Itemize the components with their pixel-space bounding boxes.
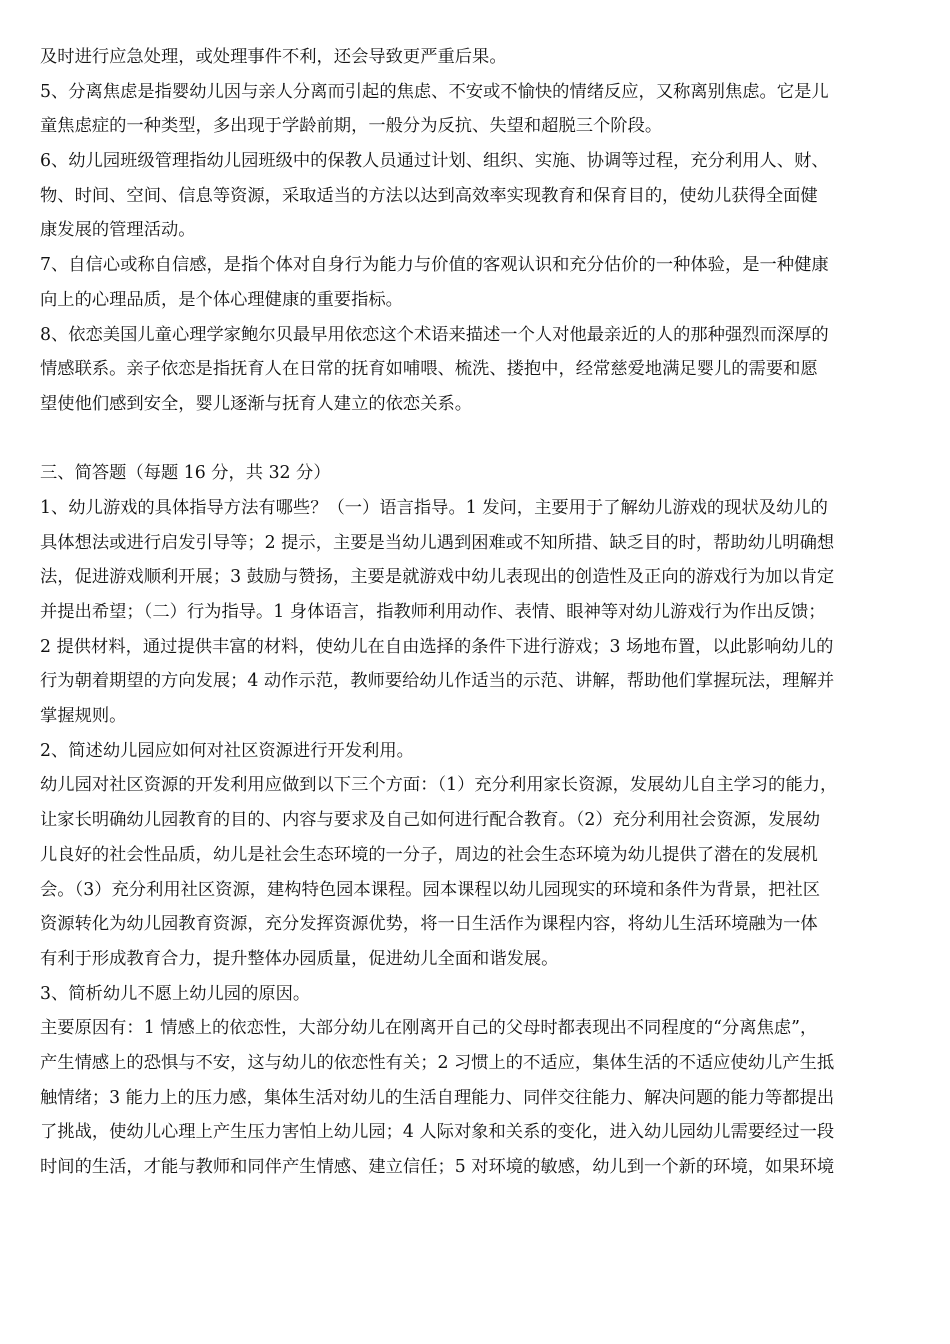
text-line: 8、依恋美国儿童心理学家鲍尔贝最早用依恋这个术语来描述一个人对他最亲近的人的那种强烈而深厚的 — [40, 324, 829, 345]
text-line: 童焦虑症的一种类型，多出现于学龄前期，一般分为反抗、失望和超脱三个阶段。 — [40, 116, 663, 137]
text-line: 让家长明确幼儿园教育的目的、内容与要求及自己如何进行配合教育。（2）充分利用社会资源，发展幼 — [40, 810, 821, 831]
text-line: 主要原因有：1 情感上的依恋性，大部分幼儿在刚离开自己的父母时都表现出不同程度的“分离焦虑”， — [40, 1018, 818, 1039]
text-line: 7、自信心或称自信感，是指个体对自身行为能力与价值的客观认识和充分估价的一种体验，是一种健康 — [40, 255, 829, 276]
section-heading: 三、简答题（每题 16 分，共 32 分） — [40, 463, 331, 484]
text-line: 物、时间、空间、信息等资源，采取适当的方法以达到高效率实现教育和保育目的，使幼儿获得全面健 — [40, 185, 818, 206]
text-line: 康发展的管理活动。 — [40, 220, 196, 241]
text-line: 触情绪；3 能力上的压力感，集体生活对幼儿的生活自理能力、同伴交往能力、解决问题的能力等都提出 — [40, 1087, 835, 1108]
document-page — [40, 40, 920, 1185]
text-line: 具体想法或进行启发引导等；2 提示，主要是当幼儿遇到困难或不知所措、缺乏目的时，帮助幼儿明确想 — [40, 532, 835, 553]
blank-line — [40, 422, 920, 457]
text-line: 情感联系。亲子依恋是指抚育人在日常的抚育如哺喂、梳洗、搂抱中，经常慈爱地满足婴儿的需要和愿 — [40, 359, 818, 380]
question-title: 2、简述幼儿园应如何对社区资源进行开发利用。 — [40, 740, 414, 761]
text-line: 望使他们感到安全，婴儿逐渐与抚育人建立的依恋关系。 — [40, 393, 473, 414]
text-line: 资源转化为幼儿园教育资源，充分发挥资源优势，将一日生活作为课程内容，将幼儿生活环境融为一体 — [40, 914, 818, 935]
text-line: 幼儿园对社区资源的开发利用应做到以下三个方面：（1）充分利用家长资源，发展幼儿自主学习的能力， — [40, 775, 838, 796]
text-line: 法，促进游戏顺利开展；3 鼓励与赞扬，主要是就游戏中幼儿表现出的创造性及正向的游戏行为加以肯定 — [40, 567, 835, 588]
text-line: 及时进行应急处理，或处理事件不利，还会导致更严重后果。 — [40, 47, 507, 67]
text-line: 1、幼儿游戏的具体指导方法有哪些？（一）语言指导。1 发问，主要用于了解幼儿游戏的现状及幼儿的 — [40, 497, 828, 518]
question-title: 3、简析幼儿不愿上幼儿园的原因。 — [40, 983, 311, 1004]
text-line: 2 提供材料，通过提供丰富的材料，使幼儿在自由选择的条件下进行游戏；3 场地布置，以此影响幼儿的 — [40, 636, 834, 657]
text-line: 6、幼儿园班级管理指幼儿园班级中的保教人员通过计划、组织、实施、协调等过程，充分利用人、财、 — [40, 151, 829, 172]
text-line: 5、分离焦虑是指婴幼儿因与亲人分离而引起的焦虑、不安或不愉快的情绪反应，又称离别焦虑。它是儿 — [40, 81, 829, 102]
text-line: 会。（3）充分利用社区资源，建构特色园本课程。园本课程以幼儿园现实的环境和条件为背景，把社区 — [40, 879, 821, 900]
text-line: 产生情感上的恐惧与不安，这与幼儿的依恋性有关；2 习惯上的不适应，集体生活的不适应使幼儿产生抵 — [40, 1052, 835, 1073]
text-line: 并提出希望；（二）行为指导。1 身体语言，指教师利用动作、表情、眼神等对幼儿游戏行为作出反馈； — [40, 602, 826, 622]
text-line: 向上的心理品质，是个体心理健康的重要指标。 — [40, 289, 403, 310]
text-line: 掌握规则。 — [40, 706, 127, 727]
text-line: 时间的生活，才能与教师和同伴产生情感、建立信任；5 对环境的敏感，幼儿到一个新的环境，如果环境 — [40, 1157, 835, 1177]
text-line: 了挑战，使幼儿心理上产生压力害怕上幼儿园；4 人际对象和关系的变化，进入幼儿园幼儿需要经过一段 — [40, 1122, 835, 1143]
text-line: 行为朝着期望的方向发展；4 动作示范，教师要给幼儿作适当的示范、讲解，帮助他们掌握玩法，理解并 — [40, 671, 835, 692]
text-line: 儿良好的社会性品质，幼儿是社会生态环境的一分子，周边的社会生态环境为幼儿提供了潜在的发展机 — [40, 844, 818, 865]
text-line: 有利于形成教育合力，提升整体办园质量，促进幼儿全面和谐发展。 — [40, 948, 559, 969]
